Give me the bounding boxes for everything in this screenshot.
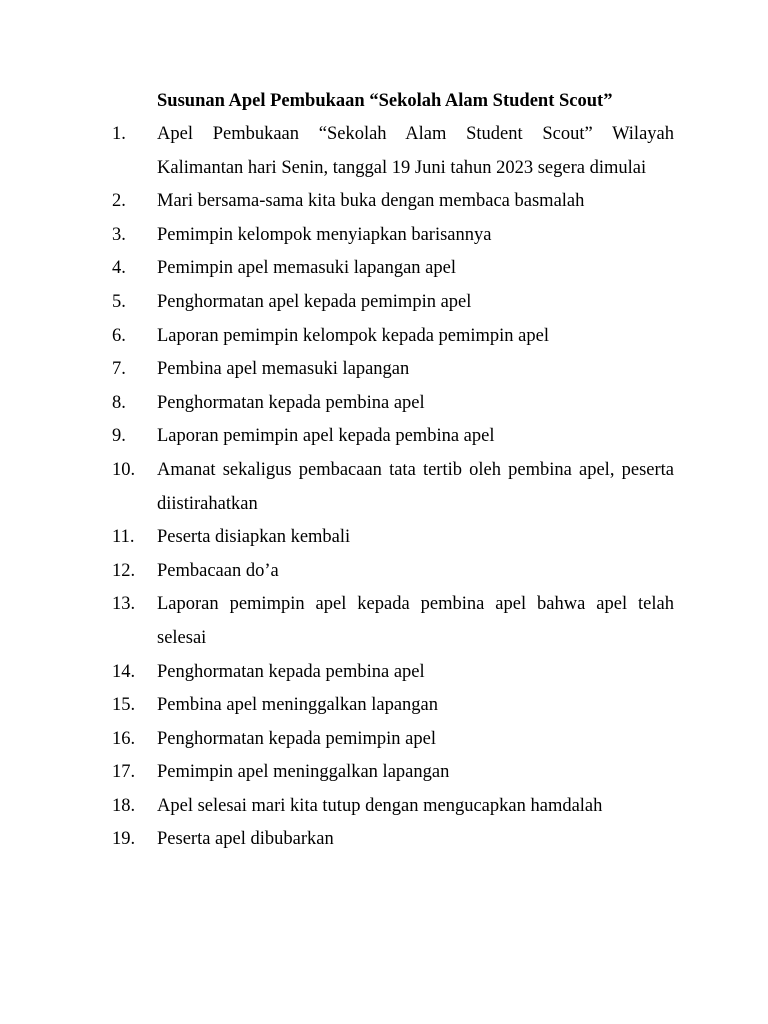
item-text: Penghormatan kepada pembina apel (157, 392, 425, 413)
item-number: 9. (112, 426, 126, 447)
list-item (112, 320, 674, 354)
item-number: 8. (112, 392, 126, 413)
item-text: Amanat sekaligus pembacaan tata tertib oleh pembina apel, peserta diistirahatkan (157, 459, 674, 514)
item-number: 3. (112, 224, 126, 245)
list-item (112, 454, 674, 521)
item-number: 14. (112, 661, 136, 682)
item-text: Peserta apel dibubarkan (157, 829, 334, 850)
list-item (112, 353, 674, 387)
item-number: 15. (112, 695, 136, 716)
item-number: 19. (112, 829, 136, 850)
item-text: Apel selesai mari kita tutup dengan mengucapkan hamdalah (157, 795, 603, 816)
item-text: Pembina apel meninggalkan lapangan (157, 695, 439, 716)
list-item (112, 118, 674, 185)
item-text: Laporan pemimpin kelompok kepada pemimpin apel (157, 325, 549, 346)
item-number: 10. (112, 459, 136, 480)
list-item (112, 555, 674, 589)
item-number: 18. (112, 795, 136, 816)
item-text: Pemimpin apel meninggalkan lapangan (157, 762, 450, 783)
item-text: Pemimpin kelompok menyiapkan barisannya (157, 224, 492, 245)
item-text: Peserta disiapkan kembali (157, 527, 351, 548)
document-title: Susunan Apel Pembukaan “Sekolah Alam Student Scout” (157, 91, 613, 111)
item-text: Laporan pemimpin apel kepada pembina apel (157, 426, 495, 447)
list-item (112, 689, 674, 723)
item-text: Mari bersama-sama kita buka dengan membaca basmalah (157, 191, 585, 212)
list-item (112, 387, 674, 421)
list-item (112, 723, 674, 757)
list-item (112, 790, 674, 824)
item-number: 2. (112, 191, 126, 212)
item-number: 6. (112, 325, 126, 346)
list-item (112, 185, 674, 219)
item-number: 5. (112, 291, 126, 312)
list-item (112, 756, 674, 790)
item-text: Laporan pemimpin apel kepada pembina apel bahwa apel telah selesai (157, 594, 674, 648)
list-item (112, 823, 674, 857)
item-text: Apel Pembukaan “Sekolah Alam Student Scout” Wilayah Kalimantan hari Senin, tanggal 19 Juni tahun 2023 segera dimulai (157, 124, 674, 178)
item-text: Penghormatan kepada pembina apel (157, 661, 425, 682)
item-text: Pembina apel memasuki lapangan (157, 359, 410, 380)
list-item (112, 588, 674, 655)
list-item (112, 420, 674, 454)
item-text: Pemimpin apel memasuki lapangan apel (157, 258, 456, 279)
item-number: 1. (112, 124, 126, 144)
item-number: 13. (112, 594, 136, 615)
item-number: 7. (112, 359, 126, 380)
item-text: Penghormatan apel kepada pemimpin apel (157, 291, 472, 312)
item-number: 4. (112, 258, 126, 279)
list-item (112, 521, 674, 555)
list-item (112, 286, 674, 320)
item-number: 11. (112, 527, 135, 548)
list-item (112, 656, 674, 690)
item-text: Penghormatan kepada pemimpin apel (157, 728, 436, 749)
agenda-list (112, 118, 674, 857)
list-item (112, 252, 674, 286)
item-number: 17. (112, 762, 136, 783)
item-number: 16. (112, 728, 136, 749)
item-text: Pembacaan do’a (157, 560, 279, 581)
list-item (112, 219, 674, 253)
item-number: 12. (112, 560, 136, 581)
